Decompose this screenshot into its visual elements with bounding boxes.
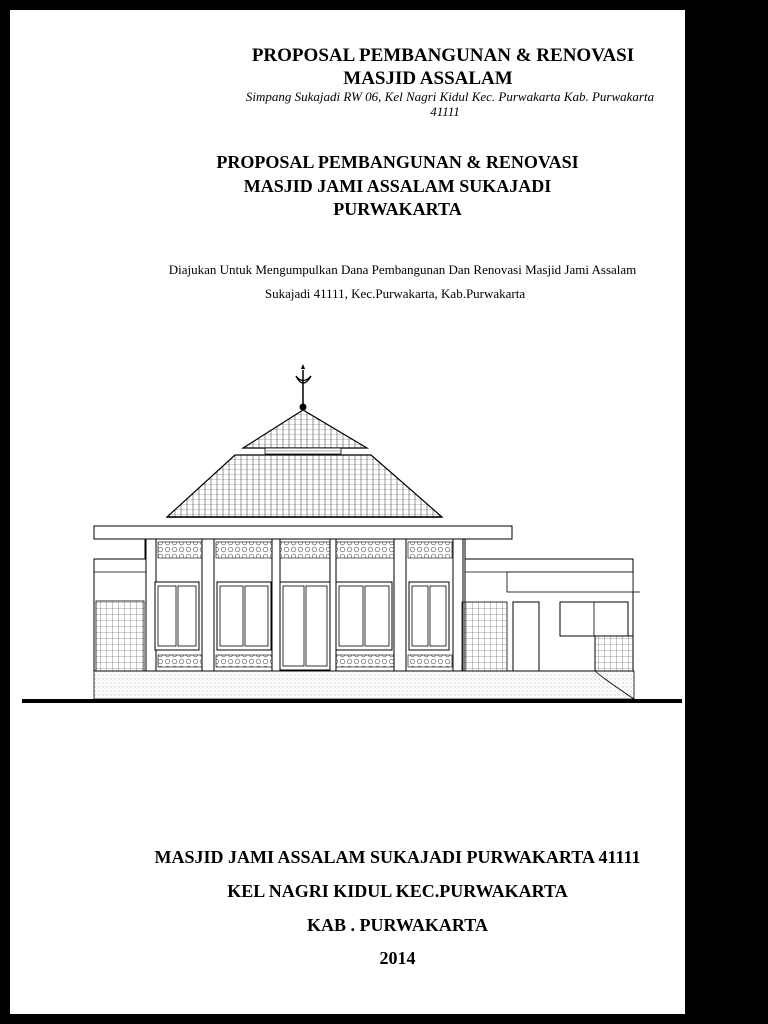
main-title-line2: MASJID JAMI ASSALAM SUKAJADI <box>243 176 552 196</box>
header-title-line1: PROPOSAL PEMBANGUNAN & RENOVASI <box>251 45 635 66</box>
footer-line1: MASJID JAMI ASSALAM SUKAJADI PURWAKARTA 41111 <box>154 847 641 867</box>
margin-mark <box>697 124 706 131</box>
header-address-line2: 41111 <box>430 104 460 119</box>
footer-line2: KEL NAGRI KIDUL KEC.PURWAKARTA <box>227 881 568 901</box>
header-title-line2: MASJID ASSALAM <box>343 68 513 89</box>
document-page <box>10 10 685 1014</box>
main-title-line3: PURWAKARTA <box>333 199 462 219</box>
footer-year: 2014 <box>379 948 416 968</box>
intro-line1: Diajukan Untuk Mengumpulkan Dana Pembangunan Dan Renovasi Masjid Jami Assalam <box>168 262 637 277</box>
mosque-elevation-drawing <box>10 350 685 710</box>
footer-line3: KAB . PURWAKARTA <box>307 915 488 935</box>
intro-line2: Sukajadi 41111, Kec.Purwakarta, Kab.Purwakarta <box>264 286 526 301</box>
header-address-line1: Simpang Sukajadi RW 06, Kel Nagri Kidul Kec. Purwakarta Kab. Purwakarta <box>245 89 655 104</box>
main-title-line1: PROPOSAL PEMBANGUNAN & RENOVASI <box>216 152 579 172</box>
